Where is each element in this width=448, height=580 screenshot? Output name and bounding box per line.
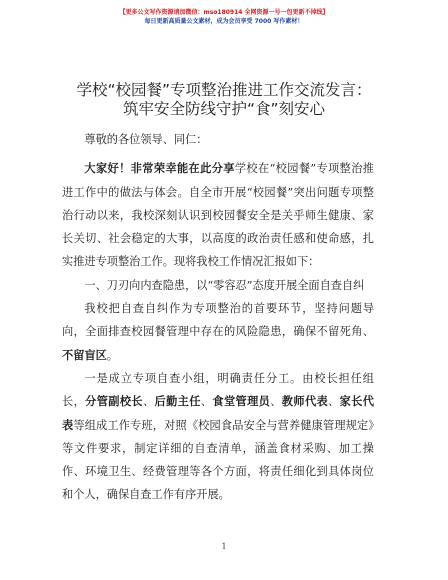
task-force-intro: 一是成立专项自查小组，明确责任分工。由校长担任组长，	[62, 371, 374, 409]
member-vice-principal: 分管副校长	[85, 394, 143, 409]
member-teacher: 教师	[281, 394, 305, 409]
self-inspection-text: 我校把自查自纠作为专项整治的首要环节，坚持问题导向，全面排查校园餐管理中存在的风险隐患，确保不留死角、	[62, 302, 374, 339]
opening-bold-text: 大家好！非常荣幸能在此分享	[84, 161, 235, 176]
banner-line-2: 每日更新高质量公文素材，成为会员享受 7000 写作素材！	[144, 17, 304, 25]
document-title	[0, 81, 448, 119]
member-representative: 代表	[304, 394, 329, 409]
member-canteen-manager: 食堂管理员	[212, 394, 271, 409]
separator: 、	[328, 395, 340, 409]
member-logistics-director: 后勤主任	[154, 394, 201, 409]
banner-line-1: 【更多公文写作资源请加微信：mso180914 全网资源一号一包更新不掉线】	[119, 9, 329, 16]
section-heading-1: 一、刀刃向内查隐患，以“零容忍”态度开展全面自查自纠	[84, 278, 365, 292]
paragraph-opening	[62, 157, 374, 273]
title-line-2: 筑牢安全防线守护“食”刻安心	[122, 100, 326, 118]
self-inspection-end: 。	[106, 348, 118, 362]
title-line-1: 学校“校园餐”专项整治推进工作交流发言：	[76, 81, 372, 99]
opening-text: 学校在“校园餐”专项整治推进工作中的做法与体会。自全市开展“校园餐”突出问题专项整治行动以来，我校深刻认识到校园餐安全是关乎师生健康、家长关切、社会稳定的大事，以高度的政治责任感和使命感，扎实推进专项整治工作。现将我校工作情况汇报如下：	[62, 162, 374, 269]
separator: 、	[270, 395, 282, 409]
paragraph-self-inspection	[62, 297, 374, 367]
paragraph-task-force	[62, 367, 374, 507]
document-body	[62, 128, 374, 507]
member-parent-representative: 家长代表	[62, 394, 374, 432]
separator: 、	[200, 395, 213, 409]
separator: 、	[142, 395, 155, 409]
promo-banner	[0, 9, 448, 26]
task-force-details: 等组成工作专班，对照《校园食品安全与营养健康管理规定》等文件要求，制定详细的自查清单，涵盖食材采购、加工操作、环境卫生、经费管理等各个方面，将责任细化到具体岗位和个人，确保自查工作有序开展。	[62, 418, 374, 502]
self-inspection-bold: 不留盲区	[62, 347, 107, 362]
salutation: 尊敬的各位领导、同仁：	[84, 133, 208, 146]
page-number: 1	[221, 542, 227, 551]
